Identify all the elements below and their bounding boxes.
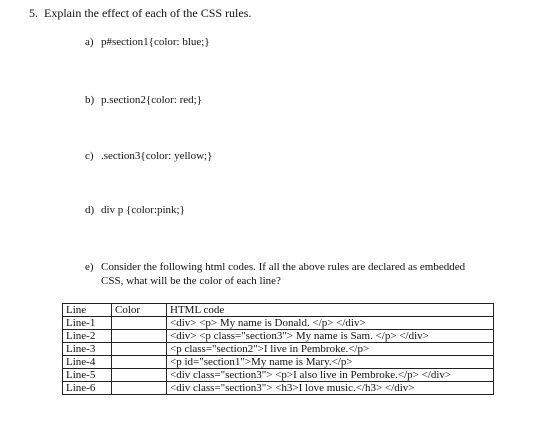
- table-row: [63, 356, 494, 369]
- rule-d: [85, 204, 185, 216]
- rule-c: [85, 150, 212, 162]
- part-e-line1: Consider the following html codes. If all the above rules are declared as embedded: [101, 261, 466, 273]
- question-text: Explain the effect of each of the CSS rules.: [44, 6, 252, 20]
- rule-a: [85, 36, 210, 48]
- code-cell: <div class="section3"> <h3>I love music.</h3> </div>: [167, 382, 494, 395]
- question-number: 5.: [29, 6, 38, 20]
- table-row: [63, 382, 494, 395]
- color-cell[interactable]: [112, 382, 167, 395]
- rule-label: b): [85, 94, 95, 106]
- code-cell: <div> <p> My name is Donald. </p> </div>: [167, 317, 494, 330]
- table-header-row: [63, 304, 494, 317]
- header-line: Line: [63, 304, 112, 317]
- color-cell[interactable]: [112, 317, 167, 330]
- question-title: [29, 6, 251, 21]
- color-cell[interactable]: [112, 356, 167, 369]
- color-cell[interactable]: [112, 330, 167, 343]
- html-code-table: [62, 303, 494, 395]
- rule-label: a): [85, 36, 94, 48]
- table-row: [63, 369, 494, 382]
- rule-label: c): [85, 150, 94, 162]
- code-cell: <p id="section1">My name is Mary.</p>: [167, 356, 494, 369]
- table-row: [63, 330, 494, 343]
- header-color: Color: [112, 304, 167, 317]
- code-cell: <p class="section2">I live in Pembroke.</p>: [167, 343, 494, 356]
- rule-b: [85, 94, 202, 106]
- rule-text: div p {color:pink;}: [101, 204, 185, 216]
- rule-label: d): [85, 204, 95, 216]
- code-cell: <div class="section3"> <p>I also live in Pembroke.</p> </div>: [167, 369, 494, 382]
- line-cell: Line-3: [63, 343, 112, 356]
- line-cell: Line-6: [63, 382, 112, 395]
- table-row: [63, 343, 494, 356]
- line-cell: Line-1: [63, 317, 112, 330]
- table-row: [63, 317, 494, 330]
- header-html-code: HTML code: [167, 304, 494, 317]
- rule-text: .section3{color: yellow;}: [101, 150, 213, 162]
- line-cell: Line-4: [63, 356, 112, 369]
- rule-text: p.section2{color: red;}: [101, 94, 202, 106]
- line-cell: Line-2: [63, 330, 112, 343]
- line-cell: Line-5: [63, 369, 112, 382]
- part-e-line2: CSS, what will be the color of each line?: [101, 275, 281, 287]
- rule-text: p#section1{color: blue;}: [101, 36, 210, 48]
- color-cell[interactable]: [112, 369, 167, 382]
- part-e-prompt: [85, 260, 525, 288]
- part-e-label: e): [85, 261, 94, 273]
- color-cell[interactable]: [112, 343, 167, 356]
- code-cell: <div> <p class="section3"> My name is Sam. </p> </div>: [167, 330, 494, 343]
